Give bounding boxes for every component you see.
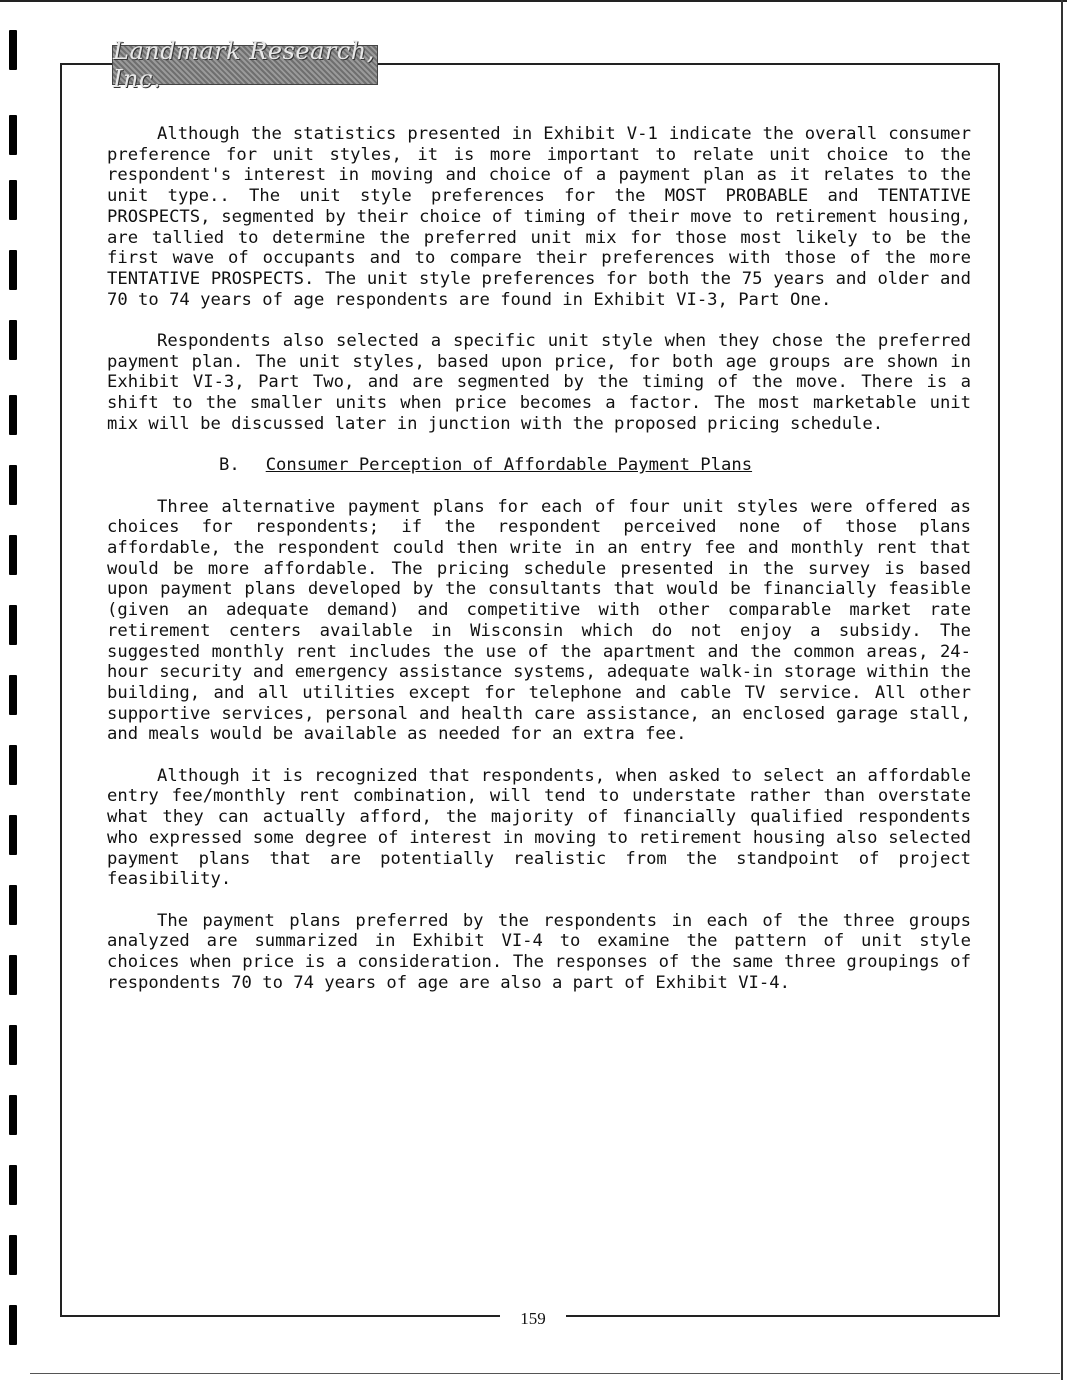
binder-hole xyxy=(9,395,17,435)
body-paragraph: The payment plans preferred by the respondents in each of the three groups analyzed are summarized in Exhibit VI-4 to examine the pattern of unit style choices when price is a consideration. The responses of the same three groupings of respondents 70 to 74 years of age are also a part of Exhibit VI-4. xyxy=(107,910,971,993)
binder-hole xyxy=(9,180,17,220)
binder-hole xyxy=(9,30,17,70)
binder-holes xyxy=(8,20,20,1360)
body-paragraph: Although the statistics presented in Exhibit V-1 indicate the overall consumer preference for unit styles, it is more important to relate unit choice to the respondent's interest in moving and choice of a payment plan as it relates to the unit type.. The unit style preferences for the MOST PROBABLE and TENTATIVE PROSPECTS, segmented by their choice of timing of their move to retirement housing, are tallied to determine the preferred unit mix for those most likely to be the first wave of occupants and to compare their preferences with those of the more TENTATIVE PROSPECTS. The unit style preferences for both the 75 years and older and 70 to 74 years of age respondents are found in Exhibit VI-3, Part One. xyxy=(107,124,971,310)
binder-hole xyxy=(9,1165,17,1205)
page-top-edge xyxy=(0,0,1067,2)
binder-hole xyxy=(9,115,17,155)
binder-hole xyxy=(9,745,17,785)
binder-hole xyxy=(9,320,17,360)
binder-hole xyxy=(9,675,17,715)
binder-hole xyxy=(9,605,17,645)
page-bottom-edge xyxy=(30,1373,1060,1374)
logo-text: Landmark Research, Inc. xyxy=(113,37,375,93)
section-heading xyxy=(107,455,971,476)
section-label: B. xyxy=(219,455,240,476)
binder-hole xyxy=(9,955,17,995)
binder-hole xyxy=(9,1235,17,1275)
binder-hole xyxy=(9,1305,17,1345)
section-title: Consumer Perception of Affordable Payment Plans xyxy=(265,455,753,476)
page-right-edge xyxy=(1061,0,1063,1380)
company-logo xyxy=(112,37,378,93)
binder-hole xyxy=(9,1095,17,1135)
body-paragraph: Three alternative payment plans for each of four unit styles were offered as choices for respondents; if the respondent perceived none of those plans affordable, the respondent could then write in an entry fee and monthly rent that would be more affordable. The pricing schedule presented in the survey is based upon payment plans developed by the consultants that would be financially feasible (given an adequate demand) and competitive with other comparable market rate retirement centers available in Wisconsin which do not enjoy a subsidy. The suggested monthly rent includes the use of the apartment and the common areas, 24-hour security and emergency assistance systems, adequate walk-in storage within the building, and all utilities except for telephone and cable TV service. All other supportive services, personal and health care assistance, an enclosed garage stall, and meals would be available as needed for an extra fee. xyxy=(107,496,971,745)
binder-hole xyxy=(9,885,17,925)
page-number: 159 xyxy=(500,1309,566,1329)
binder-hole xyxy=(9,815,17,855)
body-paragraph: Respondents also selected a specific unit style when they chose the preferred payment plan. The unit styles, based upon price, for both age groups are shown in Exhibit VI-3, Part Two, and are segmented by the timing of the move. There is a shift to the smaller units when price becomes a factor. The most marketable unit mix will be discussed later in junction with the proposed pricing schedule. xyxy=(107,331,971,434)
body-paragraph: Although it is recognized that respondents, when asked to select an affordable entry fee/monthly rent combination, will tend to understate rather than overstate what they can actually afford, the majority of financially qualified respondents who expressed some degree of interest in moving to retirement housing also selected payment plans that are potentially realistic from the standpoint of project feasibility. xyxy=(107,765,971,890)
binder-hole xyxy=(9,250,17,290)
document-body xyxy=(107,124,971,1014)
binder-hole xyxy=(9,465,17,505)
binder-hole xyxy=(9,1025,17,1065)
binder-hole xyxy=(9,535,17,575)
